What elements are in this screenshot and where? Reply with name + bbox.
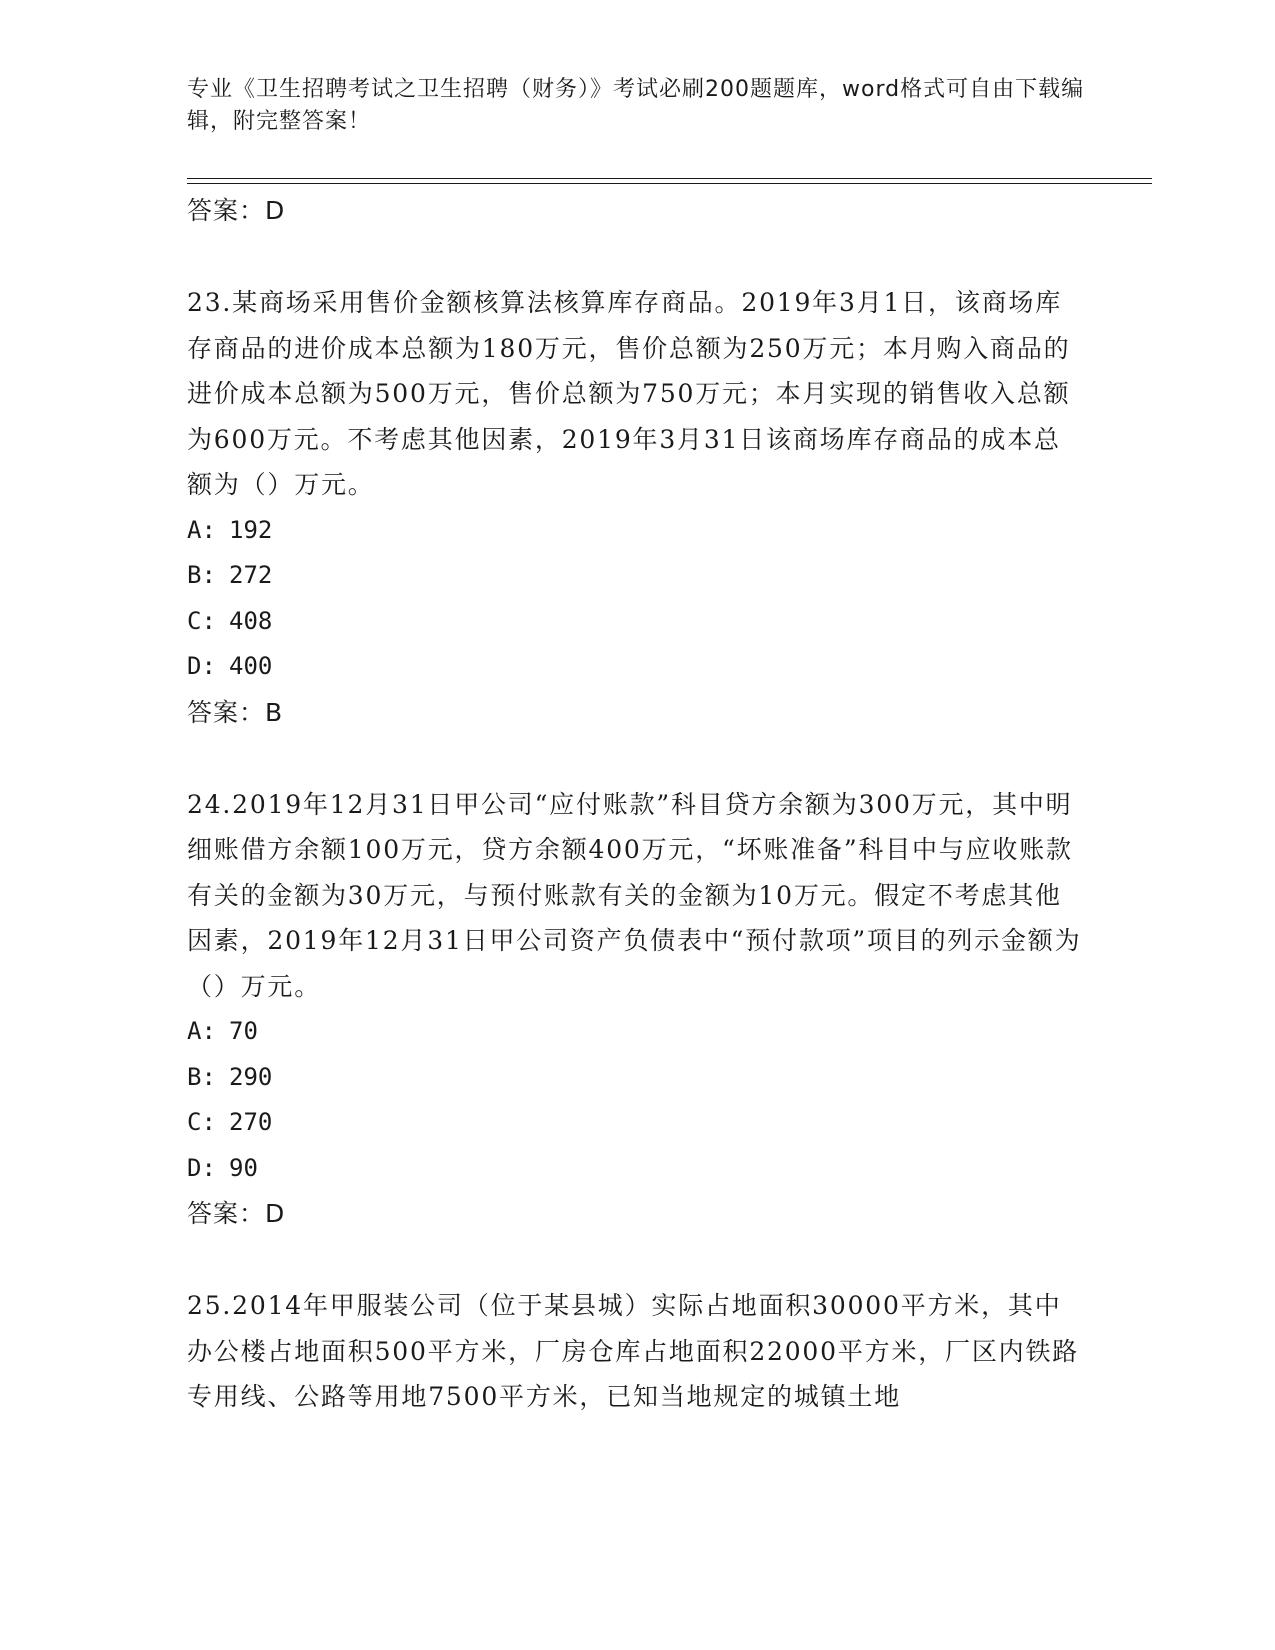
option-value: 408 xyxy=(229,606,273,635)
header-divider-line xyxy=(187,178,1152,179)
option-value: 400 xyxy=(229,652,273,680)
option-label: C: xyxy=(187,1108,216,1136)
question-25 xyxy=(187,1283,1087,1420)
option-value: 290 xyxy=(229,1062,273,1091)
option-label: B: xyxy=(187,1062,216,1091)
option-label: A: xyxy=(187,1017,216,1045)
option-value: 272 xyxy=(229,561,273,589)
option-a xyxy=(187,1009,1087,1055)
question-text: 24.2019年12月31日甲公司“应付账款”科目贷方余额为300万元，其中明细账借方余额100万元，贷方余额400万元，“坏账准备”科目中与应收账款有关的金额为30万元，与预付账款有关的金额为10万元。假定不考虑其他因素，2019年12月31日甲公司资产负债表中“预付款项”项目的列示金额为（）万元。 xyxy=(187,789,1082,1001)
answer-line: 答案：D xyxy=(187,196,286,225)
answer-line: 答案：B xyxy=(187,697,284,727)
option-value: 192 xyxy=(229,515,273,544)
option-b xyxy=(187,553,1087,599)
option-a xyxy=(187,508,1087,554)
option-label: D: xyxy=(187,1153,216,1182)
option-label: A: xyxy=(187,515,216,544)
header-divider-line-secondary xyxy=(187,183,1152,184)
document-header: 专业《卫生招聘考试之卫生招聘（财务）》考试必刷200题题库，word格式可自由下载编辑，附完整答案！ xyxy=(187,77,1085,134)
document-body xyxy=(187,188,1087,1420)
question-text: 23.某商场采用售价金额核算法核算库存商品。2019年3月1日，该商场库存商品的进价成本总额为180万元，售价总额为250万元；本月购入商品的进价成本总额为500万元，售价总额为750万元；本月实现的销售收入总额为600万元。不考虑其他因素，2019年3月31日该商场库存商品的成本总额为（）万元。 xyxy=(187,288,1071,499)
option-c xyxy=(187,1100,1087,1146)
option-d xyxy=(187,1146,1087,1192)
option-label: D: xyxy=(187,652,216,680)
option-b xyxy=(187,1055,1087,1101)
question-23 xyxy=(187,280,1087,736)
answer-line: 答案：D xyxy=(187,1199,286,1228)
option-label: B: xyxy=(187,561,216,589)
option-value: 270 xyxy=(229,1108,273,1136)
option-value: 90 xyxy=(229,1153,258,1182)
option-d xyxy=(187,644,1087,690)
option-label: C: xyxy=(187,606,216,635)
question-text: 25.2014年甲服装公司（位于某县城）实际占地面积30000平方米，其中办公楼占地面积500平方米，厂房仓库占地面积22000平方米，厂区内铁路专用线、公路等用地7500平方米，已知当地规定的城镇土地 xyxy=(187,1291,1080,1411)
option-value: 70 xyxy=(229,1017,258,1045)
option-c xyxy=(187,599,1087,645)
question-24 xyxy=(187,782,1087,1238)
